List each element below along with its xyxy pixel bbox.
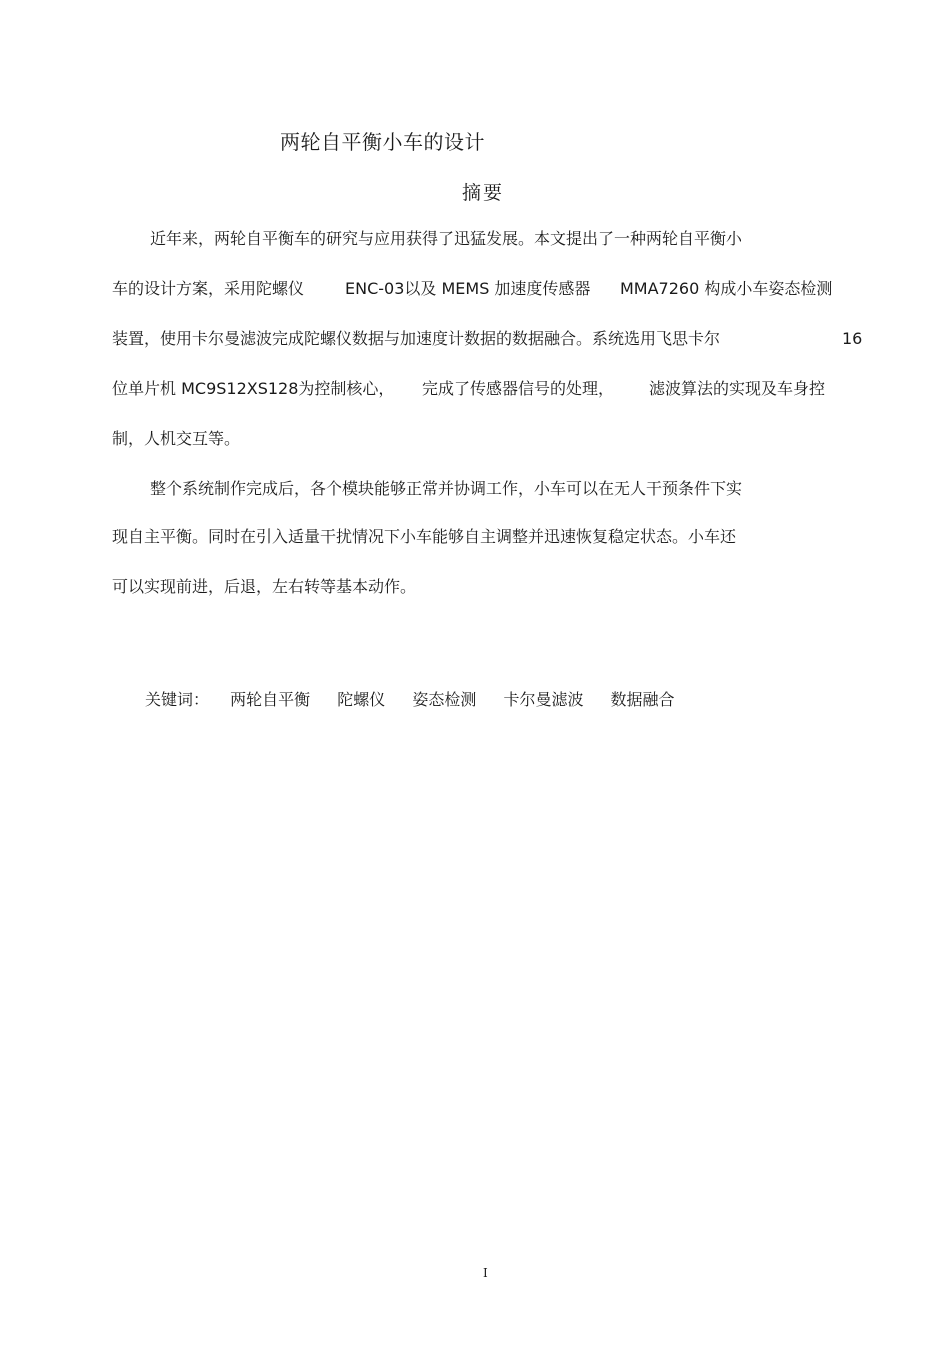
paragraph1-line1: 近年来，两轮自平衡车的研究与应用获得了迅猛发展。本文提出了一种两轮自平衡小: [150, 229, 743, 248]
page-number: I: [483, 1266, 488, 1280]
paragraph1-line2c: MMA7260 构成小车姿态检测: [620, 279, 833, 298]
keyword-item: 陀螺仪: [337, 690, 386, 709]
paragraph2-line2: 现自主平衡。同时在引入适量干扰情况下小车能够自主调整并迅速恢复稳定状态。小车还: [112, 527, 737, 546]
paragraph1-line3b: 16: [842, 329, 863, 348]
paragraph2-line3: 可以实现前进，后退，左右转等基本动作。: [112, 577, 417, 596]
document-title: 两轮自平衡小车的设计: [280, 130, 485, 154]
paragraph1-line2b: ENC-03以及 MEMS 加速度传感器: [345, 279, 591, 298]
keyword-item: 卡尔曼滤波: [503, 690, 584, 709]
paragraph2-line1: 整个系统制作完成后，各个模块能够正常并协调工作，小车可以在无人干预条件下实: [150, 479, 743, 498]
paragraph1-line3a: 装置，使用卡尔曼滤波完成陀螺仪数据与加速度计数据的数据融合。系统选用飞思卡尔: [112, 329, 721, 348]
paragraph1-line2a: 车的设计方案，采用陀螺仪: [112, 279, 305, 298]
paragraph1-line4c: 滤波算法的实现及车身控: [649, 379, 826, 398]
keyword-item: 两轮自平衡: [230, 690, 311, 709]
paragraph1-line5: 制，人机交互等。: [112, 429, 241, 448]
abstract-heading: 摘要: [462, 182, 505, 204]
keyword-item: 姿态检测: [412, 690, 477, 709]
keyword-item: 数据融合: [610, 690, 675, 709]
paragraph1-line4b: 完成了传感器信号的处理，: [422, 379, 615, 398]
keywords-row: [145, 690, 697, 710]
paragraph1-line4a: 位单片机 MC9S12XS128为控制核心，: [112, 379, 395, 398]
keywords-label: 关键词：: [145, 690, 210, 709]
